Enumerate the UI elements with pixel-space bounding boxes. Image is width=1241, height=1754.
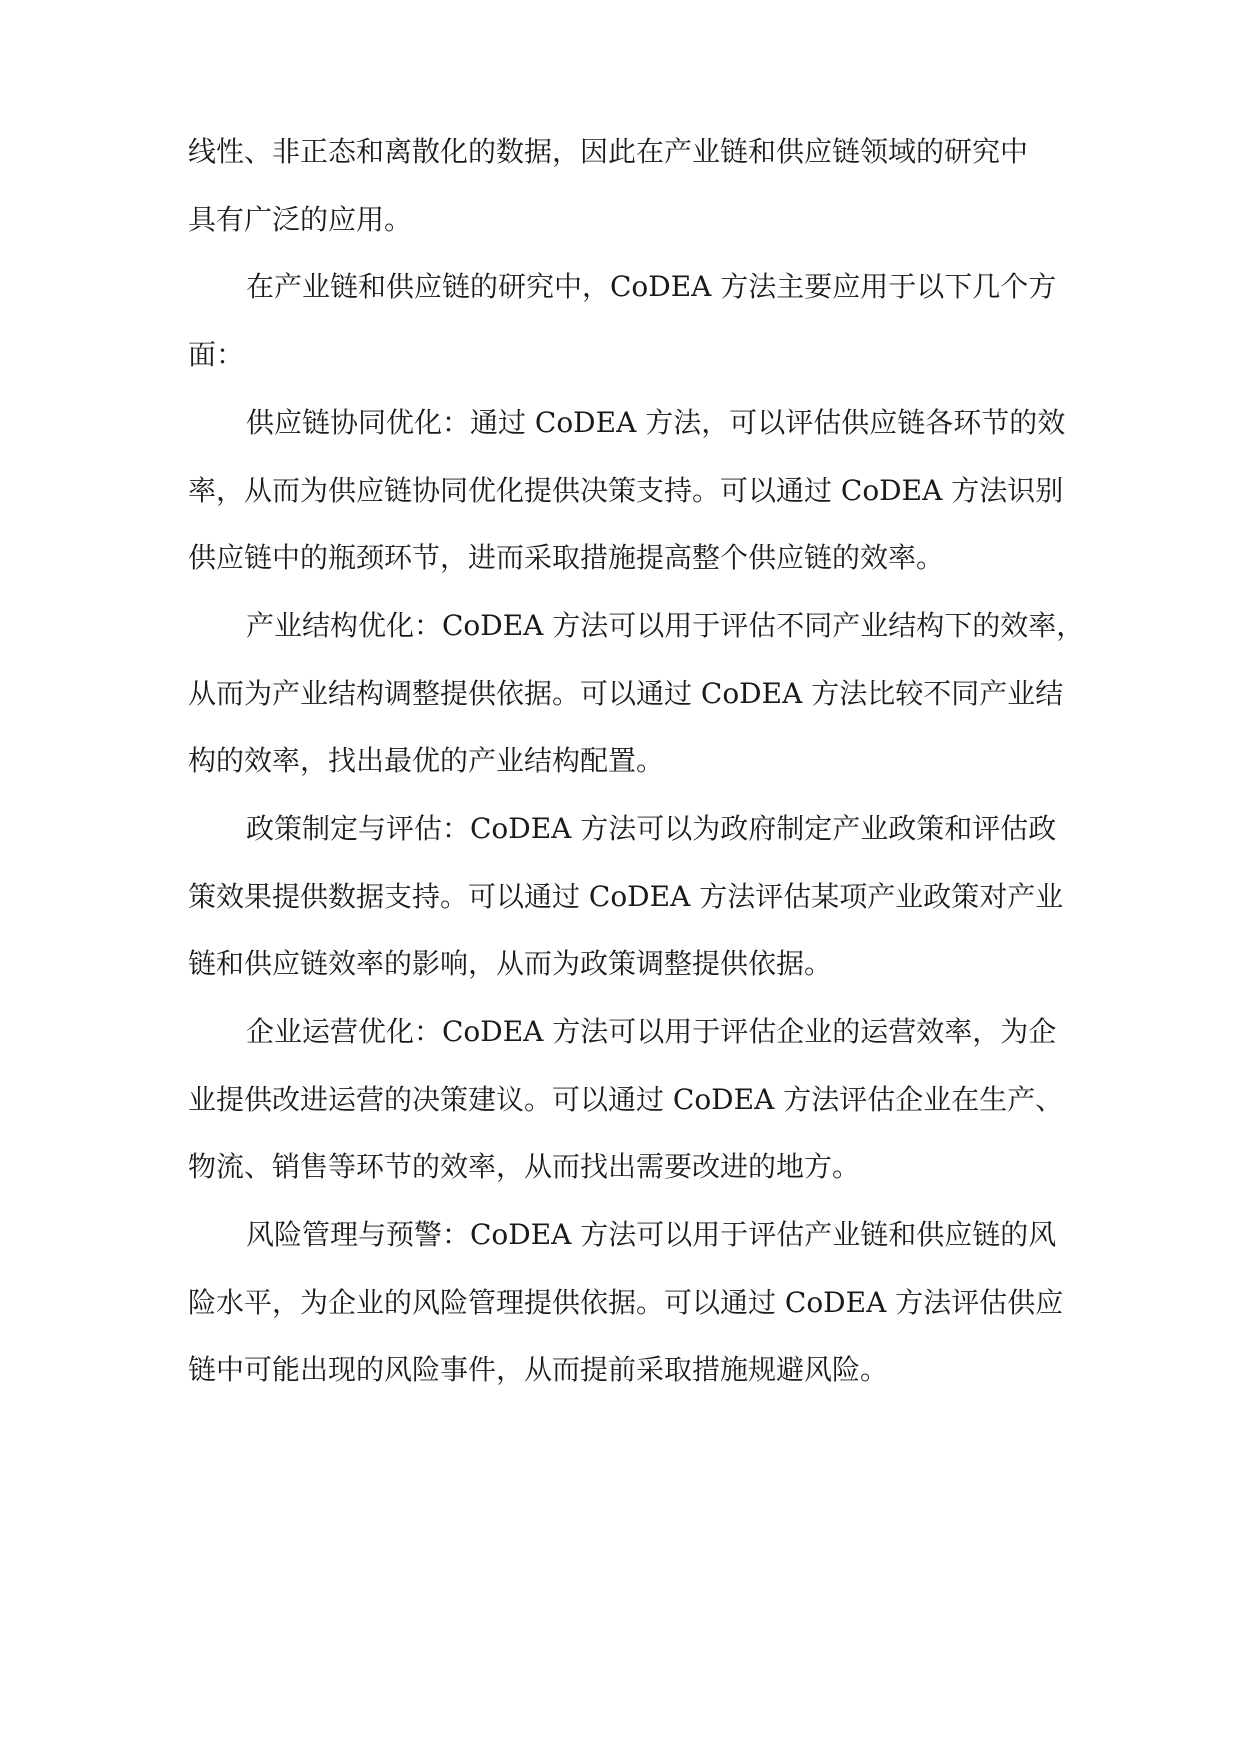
paragraph-line: 从而为产业结构调整提供依据。可以通过 CoDEA 方法比较不同产业结: [188, 677, 1064, 710]
paragraph-line: 链和供应链效率的影响，从而为政策调整提供依据。: [188, 947, 833, 980]
paragraph-line: 在产业链和供应链的研究中，CoDEA 方法主要应用于以下几个方: [246, 270, 1057, 303]
paragraph-line: 供应链中的瓶颈环节，进而采取措施提高整个供应链的效率。: [188, 541, 945, 574]
paragraph-line: 构的效率，找出最优的产业结构配置。: [188, 744, 665, 777]
paragraph-line: 线性、非正态和离散化的数据，因此在产业链和供应链领域的研究中: [188, 135, 1029, 168]
paragraph-line: 供应链协同优化：通过 CoDEA 方法，可以评估供应链各环节的效: [246, 406, 1066, 439]
paragraph-line: 率，从而为供应链协同优化提供决策支持。可以通过 CoDEA 方法识别: [188, 474, 1064, 507]
paragraph-line: 风险管理与预警：CoDEA 方法可以用于评估产业链和供应链的风: [246, 1218, 1057, 1251]
paragraph-line: 链中可能出现的风险事件，从而提前采取措施规避风险。: [188, 1353, 889, 1386]
paragraph-line: 面：: [188, 338, 245, 371]
paragraph-line: 政策制定与评估：CoDEA 方法可以为政府制定产业政策和评估政: [246, 812, 1057, 845]
paragraph-line: 产业结构优化：CoDEA 方法可以用于评估不同产业结构下的效率，: [246, 609, 1085, 642]
paragraph-line: 策效果提供数据支持。可以通过 CoDEA 方法评估某项产业政策对产业: [188, 880, 1064, 913]
paragraph-line: 企业运营优化：CoDEA 方法可以用于评估企业的运营效率，为企: [246, 1015, 1057, 1048]
paragraph-line: 具有广泛的应用。: [188, 203, 413, 236]
paragraph-line: 物流、销售等环节的效率，从而找出需要改进的地方。: [188, 1150, 861, 1183]
paragraph-line: 险水平，为企业的风险管理提供依据。可以通过 CoDEA 方法评估供应: [188, 1286, 1064, 1319]
paragraph-line: 业提供改进运营的决策建议。可以通过 CoDEA 方法评估企业在生产、: [188, 1083, 1064, 1116]
